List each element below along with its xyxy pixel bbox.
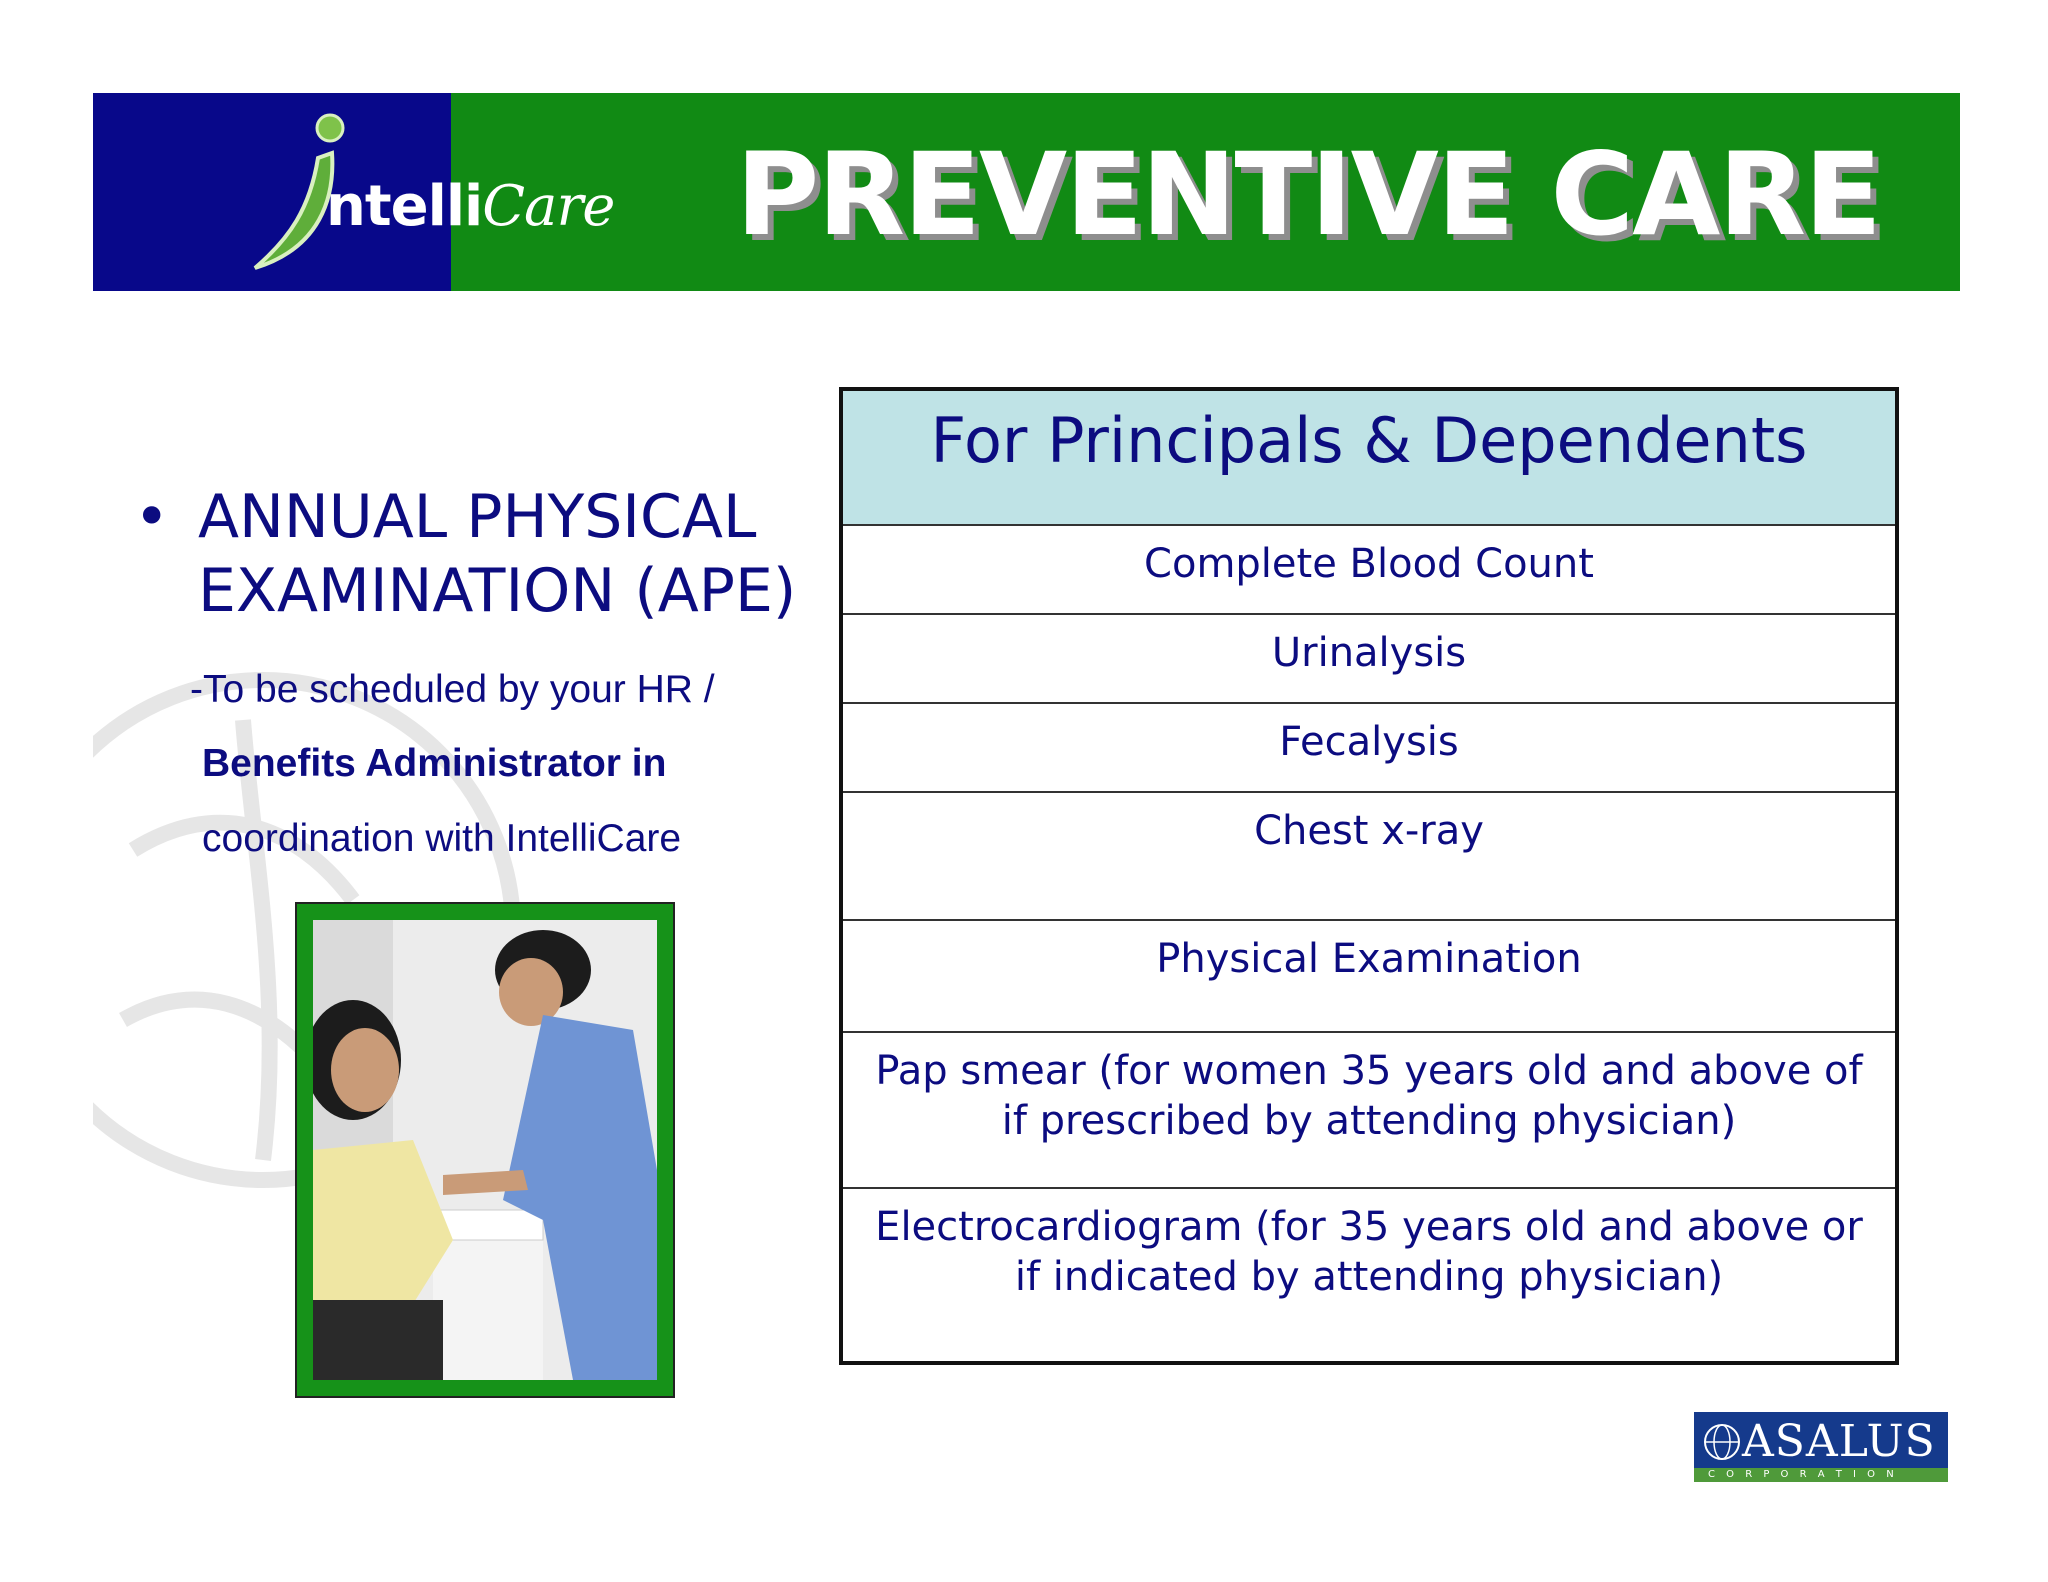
table-header: For Principals & Dependents [843,391,1895,526]
intellicare-logo-text: ntelliCare [326,174,615,239]
table-row: Urinalysis [843,615,1895,704]
table-row: Electrocardiogram (for 35 years old and above or if indicated by attending physician) [875,1204,1863,1300]
ape-note-line-2: Benefits Administrator in [202,742,667,785]
ape-heading-line-1: ANNUAL PHYSICAL [198,482,757,552]
exam-photo [295,902,675,1398]
asalus-logo-subtext: C O R P O R A T I O N [1708,1469,1898,1480]
table-row: Physical Examination [843,921,1895,1033]
globe-icon [1702,1422,1742,1462]
table-row: Complete Blood Count [843,526,1895,615]
asalus-logo-text: ASALUS [1742,1416,1936,1467]
asalus-logo [1694,1412,1948,1482]
preventive-care-table [839,387,1899,1365]
ape-note-line-3: coordination with IntelliCare [202,817,682,860]
ape-heading-line-2: EXAMINATION (APE) [198,556,797,626]
ape-heading [134,480,834,628]
exam-photo-image [313,920,657,1380]
asalus-logo-strip [1694,1468,1948,1482]
page-title: PREVENTIVE CARE [735,128,1880,261]
ape-note-line-1: -To be scheduled by your HR / [190,668,715,711]
table-row: Chest x-ray [843,793,1895,921]
table-row: Pap smear (for women 35 years old and above of if prescribed by attending physician) [843,1033,1895,1189]
table-row: Fecalysis [843,704,1895,793]
bullet-marker: • [134,482,170,552]
